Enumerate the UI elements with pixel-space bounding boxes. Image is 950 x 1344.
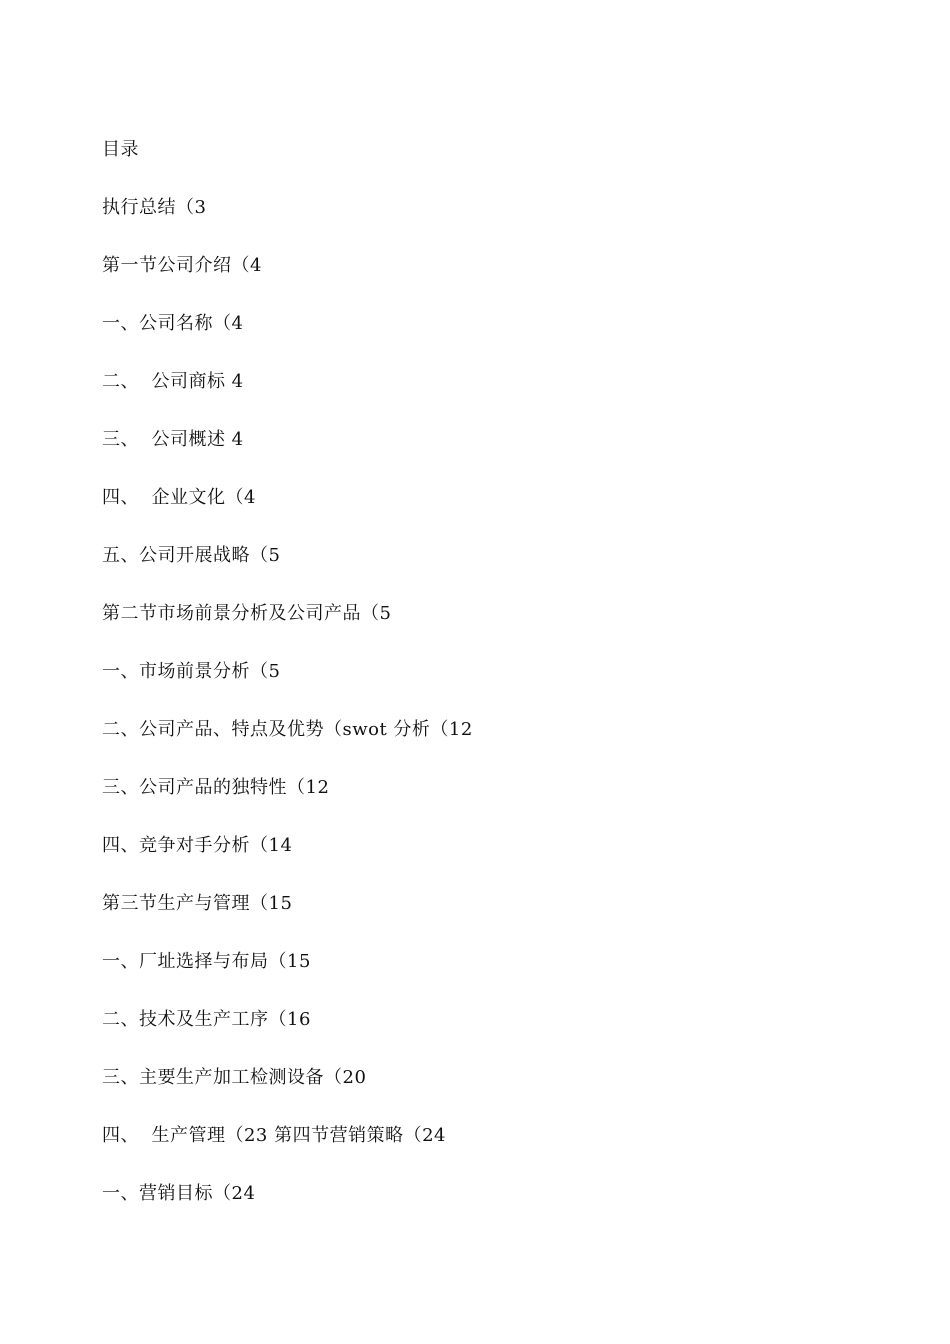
toc-entry: 第一节公司介绍（4 [102, 255, 262, 276]
toc-entry: 一、厂址选择与布局（15 [102, 951, 311, 972]
toc-entry: 二、 公司商标 4 [102, 371, 244, 392]
toc-entry: 一、市场前景分析（5 [102, 661, 281, 682]
toc-entry: 一、营销目标（24 [102, 1183, 256, 1204]
toc-entry: 四、 生产管理（23 第四节营销策略（24 [102, 1125, 446, 1146]
toc-entry: 第二节市场前景分析及公司产品（5 [102, 603, 392, 624]
toc-entry: 五、公司开展战略（5 [102, 545, 281, 566]
toc-entry: 四、竞争对手分析（14 [102, 835, 293, 856]
toc-title: 目录 [102, 139, 139, 160]
toc-entry: 四、 企业文化（4 [102, 487, 256, 508]
toc-entry: 三、公司产品的独特性（12 [102, 777, 330, 798]
toc-entry: 二、技术及生产工序（16 [102, 1009, 311, 1030]
toc-entry: 三、主要生产加工检测设备（20 [102, 1067, 367, 1088]
toc-entry: 执行总结（3 [102, 197, 207, 218]
toc-entry: 二、公司产品、特点及优势（swot 分析（12 [102, 719, 473, 740]
toc-entry: 第三节生产与管理（15 [102, 893, 293, 914]
toc-entry: 三、 公司概述 4 [102, 429, 244, 450]
table-of-contents [102, 136, 902, 1238]
toc-entry: 一、公司名称（4 [102, 313, 244, 334]
